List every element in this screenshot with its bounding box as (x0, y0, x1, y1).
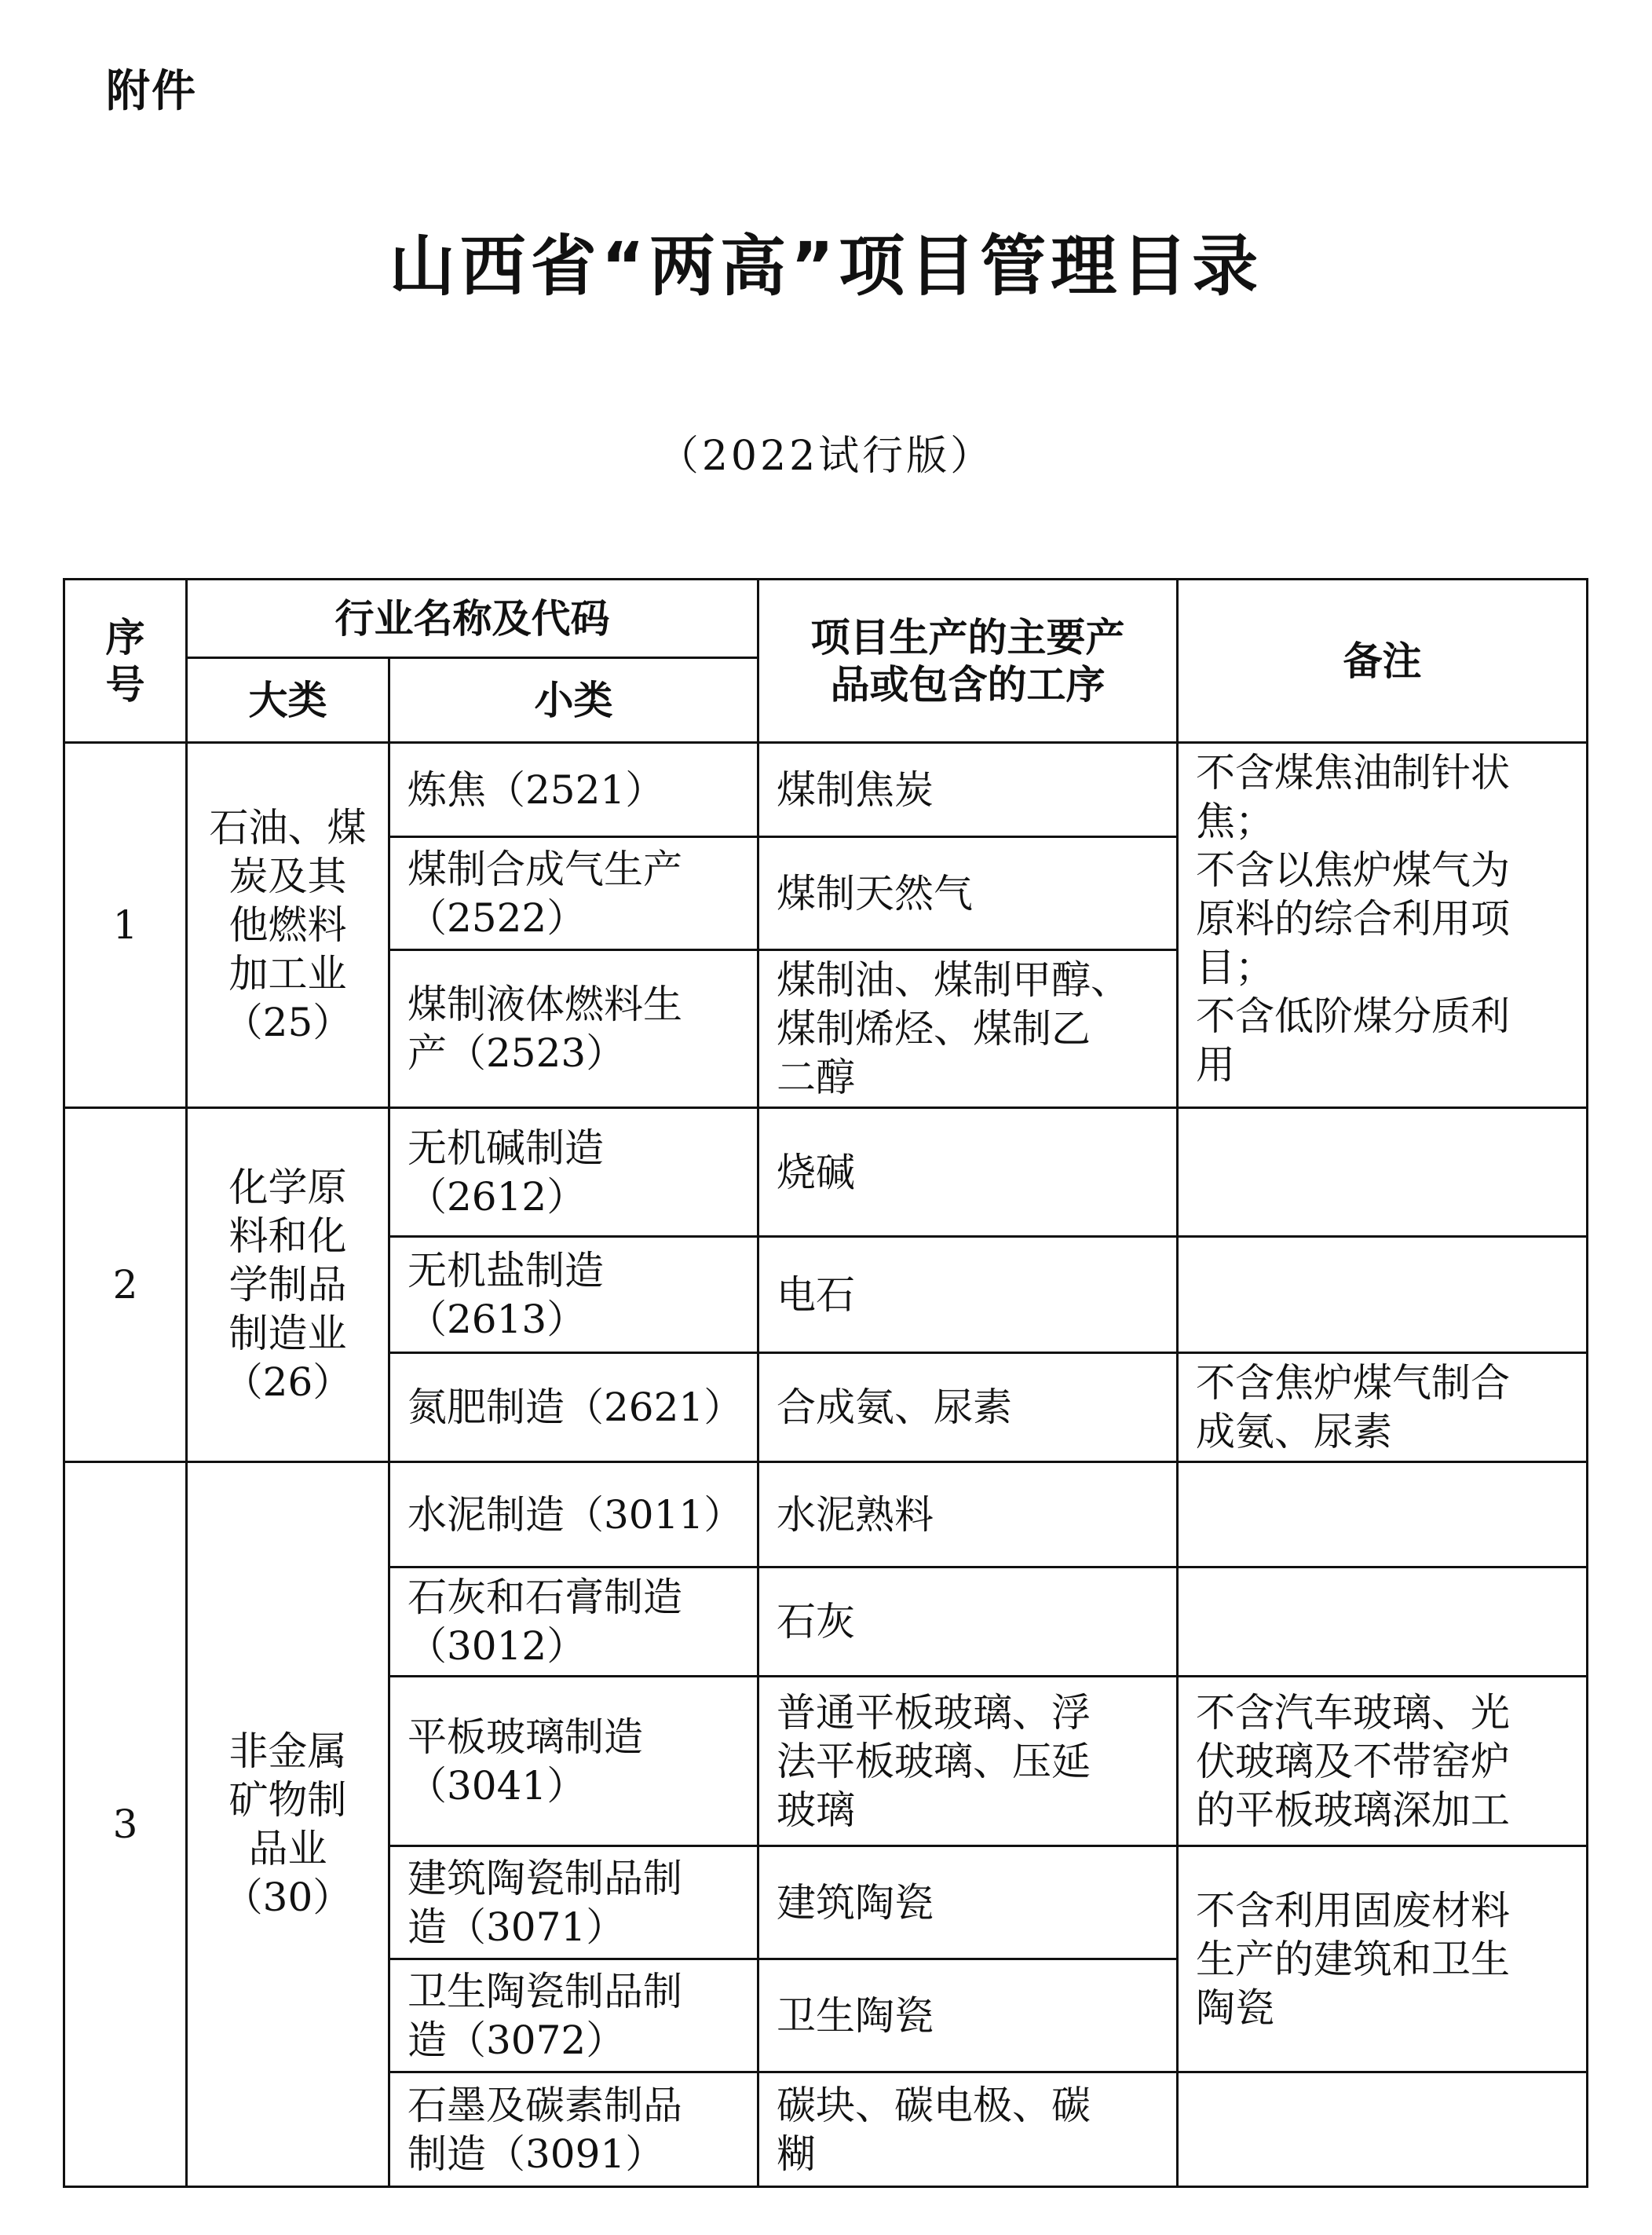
product-cell: 合成氨、尿素 (758, 1353, 1178, 1462)
remark-cell: 不含焦炉煤气制合 成氨、尿素 (1178, 1353, 1588, 1462)
minor-category-cell: 建筑陶瓷制品制 造（3071） (389, 1846, 758, 1959)
product-cell: 烧碱 (758, 1108, 1178, 1237)
seq-cell: 2 (64, 1108, 187, 1462)
table-row (64, 743, 1588, 837)
product-cell: 建筑陶瓷 (758, 1846, 1178, 1959)
attachment-label: 附件 (106, 66, 197, 117)
remark-cell: 不含汽车玻璃、光 伏玻璃及不带窑炉 的平板玻璃深加工 (1178, 1677, 1588, 1846)
table-row (64, 1462, 1588, 1567)
minor-category-cell: 平板玻璃制造 （3041） (389, 1677, 758, 1846)
product-cell: 石灰 (758, 1567, 1178, 1677)
product-cell: 煤制油、煤制甲醇、 煤制烯烃、煤制乙 二醇 (758, 950, 1178, 1108)
remark-cell (1178, 1462, 1588, 1567)
minor-category-cell: 煤制合成气生产 （2522） (389, 837, 758, 950)
seq-cell: 1 (64, 743, 187, 1108)
minor-category-cell: 煤制液体燃料生 产（2523） (389, 950, 758, 1108)
header-seq: 序 号 (64, 580, 187, 743)
remark-cell: 不含利用固废材料 生产的建筑和卫生 陶瓷 (1178, 1846, 1588, 2072)
header-industry: 行业名称及代码 (187, 580, 758, 658)
header-minor: 小类 (389, 658, 758, 743)
product-cell: 水泥熟料 (758, 1462, 1178, 1567)
major-category-cell: 化学原 料和化 学制品 制造业 （26） (187, 1108, 389, 1462)
minor-category-cell: 石灰和石膏制造 （3012） (389, 1567, 758, 1677)
remark-cell (1178, 1108, 1588, 1237)
seq-cell: 3 (64, 1462, 187, 2187)
minor-category-cell: 石墨及碳素制品 制造（3091） (389, 2072, 758, 2187)
minor-category-cell: 氮肥制造（2621） (389, 1353, 758, 1462)
document-title: 山西省“两高”项目管理目录 (389, 228, 1263, 305)
table-row (64, 1108, 1588, 1237)
minor-category-cell: 水泥制造（3011） (389, 1462, 758, 1567)
minor-category-cell: 无机盐制造 （2613） (389, 1237, 758, 1353)
minor-category-cell: 无机碱制造 （2612） (389, 1108, 758, 1237)
remark-cell (1178, 1237, 1588, 1353)
product-cell: 电石 (758, 1237, 1178, 1353)
header-remarks: 备注 (1178, 580, 1588, 743)
catalog-table (63, 578, 1588, 2188)
product-cell: 卫生陶瓷 (758, 1959, 1178, 2072)
header-major: 大类 (187, 658, 389, 743)
major-category-cell: 非金属 矿物制 品业 （30） (187, 1462, 389, 2187)
product-cell: 煤制焦炭 (758, 743, 1178, 837)
remark-cell: 不含煤焦油制针状 焦； 不含以焦炉煤气为 原料的综合利用项 目； 不含低阶煤分质利 用 (1178, 743, 1588, 1108)
header-products: 项目生产的主要产 品或包含的工序 (758, 580, 1178, 743)
product-cell: 煤制天然气 (758, 837, 1178, 950)
remark-cell (1178, 2072, 1588, 2187)
remark-cell (1178, 1567, 1588, 1677)
document-subtitle: （2022试行版） (657, 433, 995, 480)
minor-category-cell: 卫生陶瓷制品制 造（3072） (389, 1959, 758, 2072)
major-category-cell: 石油、煤 炭及其 他燃料 加工业 （25） (187, 743, 389, 1108)
minor-category-cell: 炼焦（2521） (389, 743, 758, 837)
product-cell: 碳块、碳电极、碳 糊 (758, 2072, 1178, 2187)
product-cell: 普通平板玻璃、浮 法平板玻璃、压延 玻璃 (758, 1677, 1178, 1846)
